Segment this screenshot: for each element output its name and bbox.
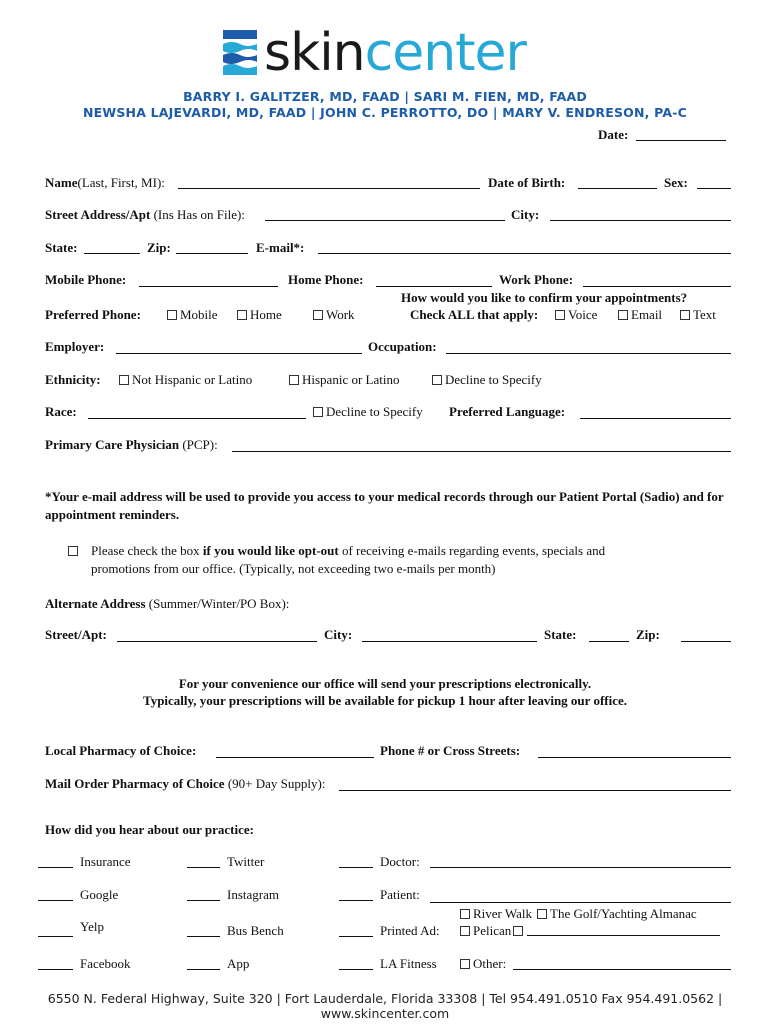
street-field[interactable] <box>265 220 505 221</box>
alt-state-label: State: <box>544 627 577 642</box>
referral-printed-ad-label: Printed Ad: <box>380 923 440 938</box>
dob-field[interactable] <box>578 188 657 189</box>
ethnicity-hispanic-option[interactable]: Hispanic or Latino <box>289 372 399 388</box>
referral-twitter-label: Twitter <box>227 854 265 869</box>
checkbox-icon <box>313 310 323 320</box>
checkbox-icon <box>237 310 247 320</box>
checkbox-icon <box>618 310 628 320</box>
state-label: State: <box>45 240 78 255</box>
ad-river-walk-option[interactable]: River Walk <box>460 906 532 922</box>
state-field[interactable] <box>84 253 140 254</box>
pref-mobile-option[interactable]: Mobile <box>167 307 218 323</box>
referral-other-field[interactable] <box>513 969 731 970</box>
alt-city-label: City: <box>324 627 353 642</box>
confirm-voice-option[interactable]: Voice <box>555 307 597 323</box>
referral-la-fitness-blank[interactable] <box>339 969 373 970</box>
date-label: Date: <box>598 127 629 142</box>
zip-field[interactable] <box>176 253 248 254</box>
occupation-field[interactable] <box>446 353 731 354</box>
confirm-question: How would you like to confirm your appointments? <box>401 290 688 305</box>
checkbox-icon <box>537 909 547 919</box>
checkbox-icon <box>555 310 565 320</box>
checkbox-icon <box>460 959 470 969</box>
checkbox-icon <box>313 407 323 417</box>
work-phone-field[interactable] <box>583 286 731 287</box>
prescriptions-line-2: Typically, your prescriptions will be available for pickup 1 hour after leaving our office. <box>142 693 628 708</box>
referral-instagram-label: Instagram <box>227 887 279 902</box>
name-field[interactable] <box>178 188 480 189</box>
checkbox-icon <box>119 375 129 385</box>
referral-patient-field[interactable] <box>430 902 731 903</box>
mobile-phone-label: Mobile Phone: <box>45 272 127 287</box>
referral-question: How did you hear about our practice: <box>45 822 254 837</box>
occupation-label: Occupation: <box>368 339 437 354</box>
checkbox-icon <box>680 310 690 320</box>
referral-google-blank[interactable] <box>38 900 73 901</box>
confirm-text-option[interactable]: Text <box>680 307 716 323</box>
optout-text-line1: Please check the box if you would like opt-out of receiving e-mails regarding events, specials and <box>91 543 606 558</box>
logo-wordmark: skincenter <box>264 23 526 83</box>
referral-insurance-label: Insurance <box>80 854 131 869</box>
logo-wave-icon <box>223 30 257 75</box>
ethnicity-label: Ethnicity: <box>45 372 101 387</box>
referral-instagram-blank[interactable] <box>187 900 220 901</box>
referral-insurance-blank[interactable] <box>38 867 73 868</box>
home-phone-field[interactable] <box>376 286 492 287</box>
referral-twitter-blank[interactable] <box>187 867 220 868</box>
referral-la-fitness-label: LA Fitness <box>380 956 437 971</box>
city-field[interactable] <box>550 220 731 221</box>
email-field[interactable] <box>318 253 731 254</box>
language-label: Preferred Language: <box>449 404 566 419</box>
ad-pelican-option[interactable]: Pelican <box>460 923 511 939</box>
employer-field[interactable] <box>116 353 362 354</box>
alt-state-field[interactable] <box>589 641 629 642</box>
ad-golf-almanac-option[interactable]: The Golf/Yachting Almanac <box>537 906 697 922</box>
ad-other-publication-option[interactable] <box>513 923 526 939</box>
alt-street-label: Street/Apt: <box>45 627 107 642</box>
confirm-all-label: Check ALL that apply: <box>410 307 539 322</box>
email-usage-note: *Your e-mail address will be used to provide you access to your medical records through our Patient Portal (Sadio) and for appointment reminders. <box>45 489 724 522</box>
checkbox-icon <box>513 926 523 936</box>
employer-label: Employer: <box>45 339 105 354</box>
checkbox-icon <box>289 375 299 385</box>
ethnicity-decline-option[interactable]: Decline to Specify <box>432 372 542 388</box>
mobile-phone-field[interactable] <box>139 286 278 287</box>
referral-doctor-label: Doctor: <box>380 854 420 869</box>
zip-label: Zip: <box>147 240 171 255</box>
race-field[interactable] <box>88 418 306 419</box>
alt-zip-field[interactable] <box>681 641 731 642</box>
referral-printed-ad-blank[interactable] <box>339 936 373 937</box>
checkbox-icon <box>432 375 442 385</box>
race-decline-option[interactable]: Decline to Specify <box>313 404 423 420</box>
confirm-email-option[interactable]: Email <box>618 307 662 323</box>
ethnicity-not-hispanic-option[interactable]: Not Hispanic or Latino <box>119 372 252 388</box>
mail-pharmacy-label-group: Mail Order Pharmacy of Choice (90+ Day Supply): <box>45 776 326 791</box>
referral-bus-bench-label: Bus Bench <box>227 923 284 938</box>
referral-other-option[interactable]: Other: <box>460 956 506 972</box>
referral-patient-blank[interactable] <box>339 900 373 901</box>
checkbox-icon <box>460 909 470 919</box>
pcp-label-group: Primary Care Physician (PCP): <box>45 437 218 452</box>
alt-city-field[interactable] <box>362 641 537 642</box>
referral-yelp-blank[interactable] <box>38 936 73 937</box>
race-label: Race: <box>45 404 77 419</box>
referral-facebook-label: Facebook <box>80 956 131 971</box>
referral-google-label: Google <box>80 887 119 902</box>
checkbox-icon <box>167 310 177 320</box>
doctors-line-1: BARRY I. GALITZER, MD, FAAD | SARI M. FIEN, MD, FAAD <box>183 89 587 104</box>
preferred-phone-label: Preferred Phone: <box>45 307 141 322</box>
language-field[interactable] <box>580 418 731 419</box>
street-label-group: Street Address/Apt (Ins Has on File): <box>45 207 245 222</box>
mail-pharmacy-field[interactable] <box>339 790 731 791</box>
pref-work-option[interactable]: Work <box>313 307 355 323</box>
pharmacy-phone-field[interactable] <box>538 757 731 758</box>
prescriptions-line-1: For your convenience our office will send your prescriptions electronically. <box>178 676 592 691</box>
local-pharmacy-field[interactable] <box>216 757 374 758</box>
referral-doctor-field[interactable] <box>430 867 731 868</box>
pcp-field[interactable] <box>232 451 731 452</box>
sex-label: Sex: <box>664 175 688 190</box>
referral-facebook-blank[interactable] <box>38 969 73 970</box>
sex-field[interactable] <box>697 188 731 189</box>
referral-app-blank[interactable] <box>187 969 220 970</box>
pharmacy-phone-label: Phone # or Cross Streets: <box>380 743 521 758</box>
alternate-address-label: Alternate Address (Summer/Winter/PO Box): <box>45 596 290 611</box>
alt-zip-label: Zip: <box>636 627 660 642</box>
referral-patient-label: Patient: <box>380 887 420 902</box>
ad-other-publication-field[interactable] <box>527 935 720 936</box>
dob-label: Date of Birth: <box>488 175 566 190</box>
alt-street-field[interactable] <box>117 641 317 642</box>
checkbox-icon <box>460 926 470 936</box>
referral-bus-bench-blank[interactable] <box>187 936 220 937</box>
footer-contact: 6550 N. Federal Highway, Suite 320 | Fort Lauderdale, Florida 33308 | Tel 954.491.0510 Fax 954.491.0562 | www.skincenter.com <box>47 991 723 1021</box>
referral-yelp-label: Yelp <box>80 919 104 934</box>
name-label-group: Name(Last, First, MI): <box>45 175 165 190</box>
pref-home-option[interactable]: Home <box>237 307 282 323</box>
referral-app-label: App <box>227 956 250 971</box>
home-phone-label: Home Phone: <box>288 272 364 287</box>
optout-checkbox[interactable] <box>68 543 81 559</box>
doctors-line-2: NEWSHA LAJEVARDI, MD, FAAD | JOHN C. PERROTTO, DO | MARY V. ENDRESON, PA-C <box>82 105 688 120</box>
city-label: City: <box>511 207 540 222</box>
optout-text-line2: promotions from our office. (Typically, not exceeding two e-mails per month) <box>91 561 496 576</box>
email-label: E-mail*: <box>256 240 305 255</box>
local-pharmacy-label: Local Pharmacy of Choice: <box>45 743 197 758</box>
referral-doctor-blank[interactable] <box>339 867 373 868</box>
checkbox-icon <box>68 546 78 556</box>
date-field[interactable] <box>636 140 726 141</box>
work-phone-label: Work Phone: <box>499 272 574 287</box>
